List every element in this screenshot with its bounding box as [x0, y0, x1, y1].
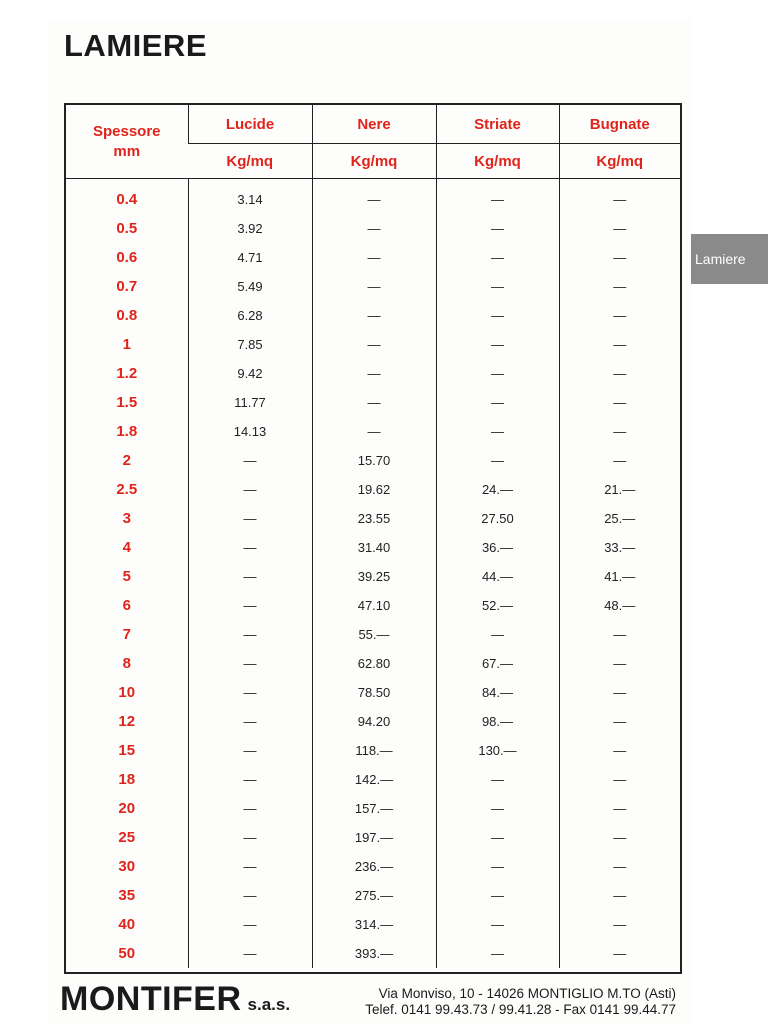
table-row	[66, 620, 680, 649]
weight-cell: —	[436, 939, 559, 968]
thickness-cell: 0.5	[116, 220, 138, 237]
weight-cell: —	[559, 649, 680, 678]
weight-cell: 52.—	[436, 591, 559, 620]
thickness-label: Spessore	[92, 122, 161, 140]
weight-cell: —	[436, 446, 559, 475]
thickness-cell: 40	[118, 916, 136, 933]
thickness-cell: 6	[122, 597, 131, 614]
weight-cell: —	[312, 359, 436, 388]
weight-cell: —	[559, 330, 680, 359]
weight-cell: 48.—	[559, 591, 680, 620]
weight-cell: 393.—	[312, 939, 436, 968]
weight-cell: 41.—	[559, 562, 680, 591]
weight-cell: 4.71	[188, 243, 312, 272]
weight-cell: 275.—	[312, 881, 436, 910]
column-header-nere: Nere	[312, 105, 436, 144]
thickness-cell: 7	[122, 626, 131, 643]
weight-cell: —	[559, 765, 680, 794]
weight-cell: —	[436, 388, 559, 417]
weight-cell: —	[188, 533, 312, 562]
thickness-cell: 25	[118, 829, 136, 846]
weight-table	[66, 105, 680, 968]
thickness-cell: 35	[118, 887, 136, 904]
weight-cell: —	[559, 388, 680, 417]
weight-cell: 55.—	[312, 620, 436, 649]
table-row	[66, 504, 680, 533]
company-address: Via Monviso, 10 - 14026 MONTIGLIO M.TO (Asti)	[378, 986, 676, 1001]
weight-cell: 6.28	[188, 301, 312, 330]
thickness-cell: 0.8	[116, 307, 138, 324]
weight-cell: —	[188, 794, 312, 823]
side-tab-lamiere[interactable]	[691, 234, 768, 284]
weight-cell: —	[436, 214, 559, 243]
thickness-cell: 2.5	[116, 481, 138, 498]
weight-cell: —	[559, 707, 680, 736]
thickness-cell: 5	[122, 568, 131, 585]
weight-cell: —	[312, 301, 436, 330]
weight-cell: —	[312, 417, 436, 446]
weight-cell: 33.—	[559, 533, 680, 562]
weight-cell: —	[188, 939, 312, 968]
weight-cell: —	[559, 179, 680, 215]
weight-cell: —	[436, 330, 559, 359]
weight-cell: 78.50	[312, 678, 436, 707]
weight-cell: 9.42	[188, 359, 312, 388]
weight-cell: —	[559, 243, 680, 272]
weight-cell: —	[188, 475, 312, 504]
weight-cell: —	[436, 417, 559, 446]
weight-cell: 197.—	[312, 823, 436, 852]
table-row	[66, 179, 680, 215]
weight-cell: —	[188, 765, 312, 794]
table-row	[66, 591, 680, 620]
weight-table-frame	[64, 103, 682, 974]
weight-cell: 118.—	[312, 736, 436, 765]
weight-cell: —	[559, 794, 680, 823]
weight-cell: —	[559, 910, 680, 939]
unit-header: Kg/mq	[436, 144, 559, 179]
table-row	[66, 852, 680, 881]
weight-cell: —	[188, 736, 312, 765]
weight-cell: 19.62	[312, 475, 436, 504]
weight-cell: —	[436, 765, 559, 794]
table-row	[66, 707, 680, 736]
table-row	[66, 881, 680, 910]
table-row	[66, 823, 680, 852]
weight-cell: —	[559, 823, 680, 852]
weight-cell: —	[559, 214, 680, 243]
weight-cell: 21.—	[559, 475, 680, 504]
column-header-bugnate: Bugnate	[559, 105, 680, 144]
weight-cell: 44.—	[436, 562, 559, 591]
thickness-cell: 1.8	[116, 423, 138, 440]
weight-cell: —	[188, 910, 312, 939]
table-row	[66, 214, 680, 243]
table-row	[66, 417, 680, 446]
table-row	[66, 678, 680, 707]
table-row	[66, 939, 680, 968]
weight-cell: —	[188, 562, 312, 591]
side-tab-label: Lamiere	[695, 251, 746, 267]
company-contacts: Telef. 0141 99.43.73 / 99.41.28 - Fax 0141 99.44.77	[365, 1002, 676, 1017]
weight-cell: 94.20	[312, 707, 436, 736]
weight-cell: —	[312, 388, 436, 417]
weight-cell: —	[312, 272, 436, 301]
weight-cell: —	[188, 591, 312, 620]
thickness-cell: 0.7	[116, 278, 138, 295]
thickness-cell: 12	[118, 713, 136, 730]
weight-cell: 157.—	[312, 794, 436, 823]
table-row	[66, 562, 680, 591]
company-brand	[60, 980, 290, 1019]
company-address-block	[326, 986, 676, 1018]
thickness-cell: 1	[122, 336, 131, 353]
weight-cell: —	[312, 243, 436, 272]
table-row	[66, 794, 680, 823]
weight-cell: —	[559, 272, 680, 301]
company-name: MONTIFER	[60, 980, 242, 1018]
weight-cell: 314.—	[312, 910, 436, 939]
weight-cell: 23.55	[312, 504, 436, 533]
weight-cell: 36.—	[436, 533, 559, 562]
company-suffix: s.a.s.	[247, 995, 291, 1014]
table-row	[66, 446, 680, 475]
table-row	[66, 272, 680, 301]
weight-cell: —	[559, 446, 680, 475]
weight-cell: —	[436, 243, 559, 272]
weight-cell: 142.—	[312, 765, 436, 794]
weight-cell: 62.80	[312, 649, 436, 678]
unit-header: Kg/mq	[312, 144, 436, 179]
table-row	[66, 475, 680, 504]
weight-cell: 24.—	[436, 475, 559, 504]
weight-cell: 3.14	[188, 179, 312, 215]
weight-cell: 39.25	[312, 562, 436, 591]
thickness-cell: 0.4	[116, 191, 138, 208]
weight-cell: —	[436, 179, 559, 215]
weight-cell: 27.50	[436, 504, 559, 533]
weight-cell: 7.85	[188, 330, 312, 359]
weight-cell: —	[436, 272, 559, 301]
table-row	[66, 910, 680, 939]
weight-cell: —	[436, 881, 559, 910]
table-row	[66, 649, 680, 678]
thickness-cell: 8	[122, 655, 131, 672]
thickness-unit: mm	[113, 142, 141, 160]
thickness-cell: 0.6	[116, 249, 138, 266]
thickness-cell: 2	[122, 452, 131, 469]
weight-cell: 25.—	[559, 504, 680, 533]
table-row	[66, 765, 680, 794]
table-row	[66, 533, 680, 562]
table-row	[66, 301, 680, 330]
weight-cell: —	[559, 359, 680, 388]
thickness-cell: 15	[118, 742, 136, 759]
table-body	[66, 179, 680, 969]
thickness-cell: 3	[122, 510, 131, 527]
weight-cell: —	[436, 910, 559, 939]
thickness-cell: 4	[122, 539, 131, 556]
weight-cell: —	[436, 620, 559, 649]
weight-cell: 15.70	[312, 446, 436, 475]
table-row	[66, 736, 680, 765]
column-header-striate: Striate	[436, 105, 559, 144]
weight-cell: —	[188, 823, 312, 852]
weight-cell: 3.92	[188, 214, 312, 243]
thickness-cell: 20	[118, 800, 136, 817]
weight-cell: —	[436, 823, 559, 852]
weight-cell: 14.13	[188, 417, 312, 446]
weight-cell: 47.10	[312, 591, 436, 620]
thickness-header	[66, 105, 188, 179]
weight-cell: —	[559, 417, 680, 446]
table-row	[66, 243, 680, 272]
thickness-cell: 30	[118, 858, 136, 875]
weight-cell: —	[188, 620, 312, 649]
weight-cell: —	[188, 881, 312, 910]
weight-cell: —	[559, 301, 680, 330]
unit-header: Kg/mq	[559, 144, 680, 179]
weight-cell: —	[559, 736, 680, 765]
thickness-cell: 18	[118, 771, 136, 788]
weight-cell: —	[312, 179, 436, 215]
weight-cell: —	[559, 881, 680, 910]
table-row	[66, 330, 680, 359]
weight-cell: —	[188, 678, 312, 707]
weight-cell: 84.—	[436, 678, 559, 707]
weight-cell: —	[436, 794, 559, 823]
weight-cell: —	[188, 504, 312, 533]
thickness-cell: 1.2	[116, 365, 138, 382]
weight-cell: —	[436, 301, 559, 330]
thickness-cell: 1.5	[116, 394, 138, 411]
weight-cell: —	[188, 852, 312, 881]
weight-cell: —	[188, 446, 312, 475]
thickness-cell: 10	[118, 684, 136, 701]
table-row	[66, 359, 680, 388]
weight-cell: —	[559, 620, 680, 649]
thickness-cell: 50	[118, 945, 136, 962]
weight-cell: —	[188, 707, 312, 736]
table-row	[66, 388, 680, 417]
weight-cell: —	[559, 939, 680, 968]
weight-cell: —	[436, 359, 559, 388]
weight-cell: 130.—	[436, 736, 559, 765]
weight-cell: 67.—	[436, 649, 559, 678]
weight-cell: —	[559, 678, 680, 707]
page-title: LAMIERE	[64, 28, 207, 63]
column-header-lucide: Lucide	[188, 105, 312, 144]
weight-cell: —	[436, 852, 559, 881]
weight-cell: —	[312, 330, 436, 359]
weight-cell: 11.77	[188, 388, 312, 417]
weight-cell: 98.—	[436, 707, 559, 736]
weight-cell: —	[312, 214, 436, 243]
weight-cell: 5.49	[188, 272, 312, 301]
weight-cell: 31.40	[312, 533, 436, 562]
weight-cell: —	[559, 852, 680, 881]
weight-cell: —	[188, 649, 312, 678]
weight-cell: 236.—	[312, 852, 436, 881]
unit-header: Kg/mq	[188, 144, 312, 179]
